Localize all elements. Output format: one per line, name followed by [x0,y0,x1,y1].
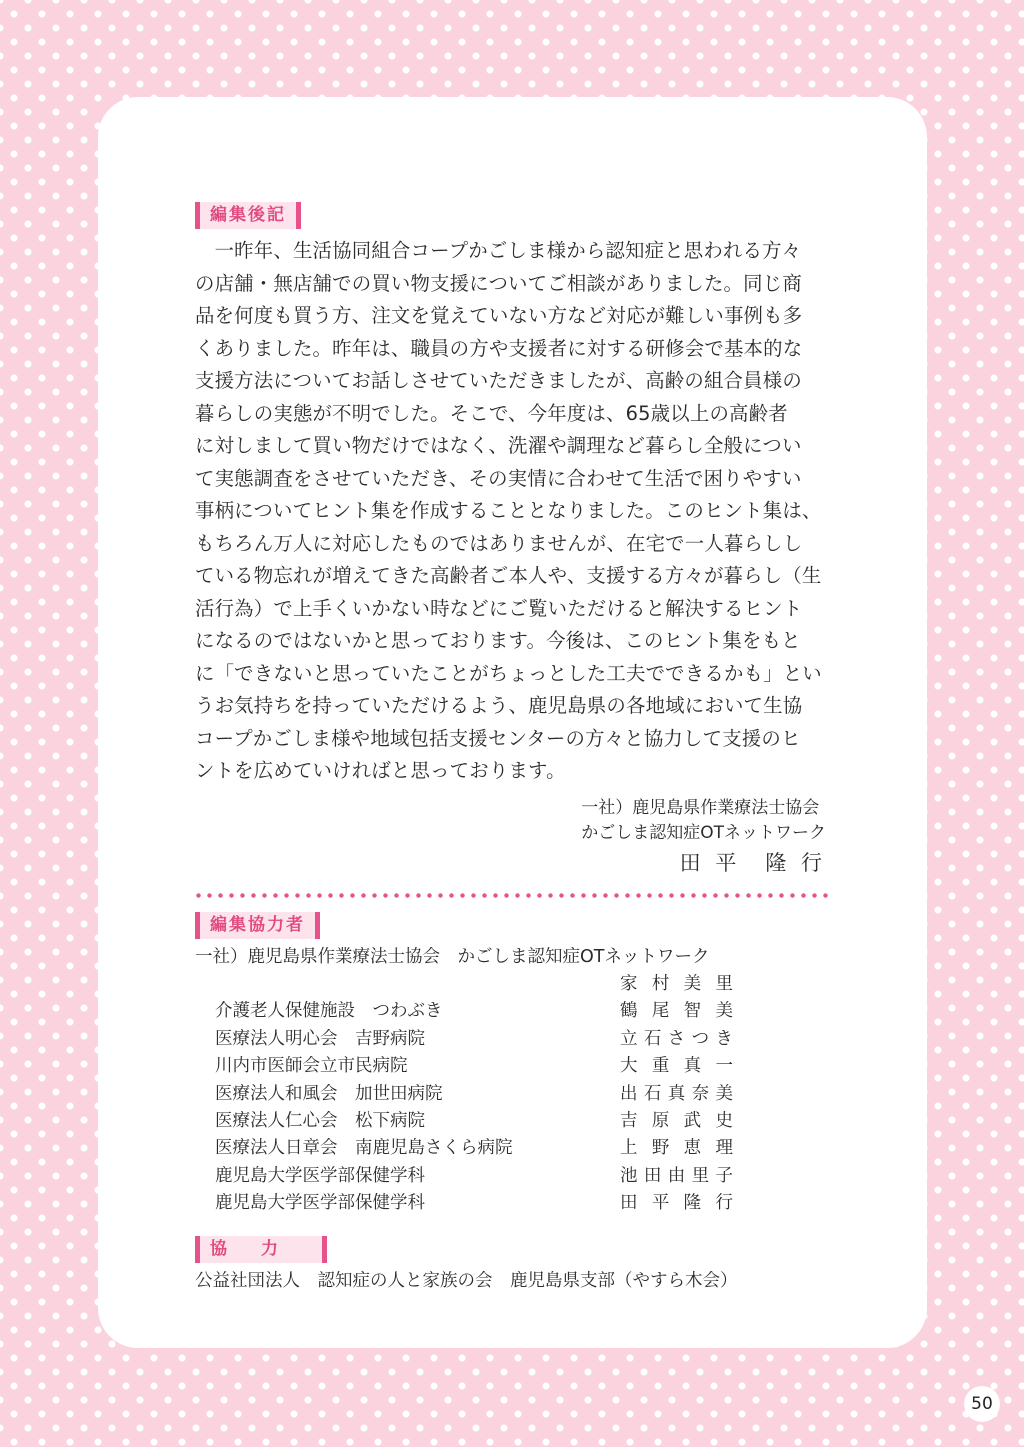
afterword-line: 活行為）で上手くいかない時などにご覧いただけると解決するヒント [195,596,803,620]
afterword-line: ントを広めていければと思っております。 [195,759,566,782]
afterword-line: もちろん万人に対応したものではありませんが、在宅で一人暮らしし [195,531,803,555]
contributor-org: 川内市医師会立市民病院 [215,1056,408,1077]
contributor-row [195,1190,735,1217]
afterword-line: に「できないと思っていたことがちょっとした工夫でできるかも」とい [195,661,822,685]
contributor-row [195,1108,735,1135]
contributor-row [195,1053,735,1080]
contributor-name: 家村美里 [620,974,733,994]
signature-org: 一社）鹿児島県作業療法士協会 [581,798,820,818]
contributor-org: 鹿児島大学医学部保健学科 [215,1165,425,1186]
cooperation-text: 公益社団法人 認知症の人と家族の会 鹿児島県支部（やすら木会） [195,1271,738,1291]
contributor-org: 医療法人明心会 吉野病院 [215,1028,425,1049]
afterword-line: て実態調査をさせていただき、その実情に合わせて生活で困りやすい [195,466,802,490]
contributor-org: 医療法人和風会 加世田病院 [215,1083,443,1104]
afterword-line: に対しまして買い物だけではなく、洗濯や調理など暮らし全般につい [195,434,802,457]
contributors-list [195,971,735,1218]
afterword-line: 支援方法についてお話しさせていただきましたが、高齢の組合員様の [195,369,802,392]
contributor-name: 鶴尾智美 [620,1001,733,1022]
cooperation-label-text: 協力 [210,1239,312,1259]
contributor-row [195,971,735,998]
contributor-row [195,1081,735,1108]
afterword-line: の店舗・無店舗での買い物支援についてご相談がありました。同じ商 [195,271,802,295]
contributor-name: 大重真一 [620,1056,733,1077]
contributor-name: 吉原武史 [620,1110,733,1131]
contributor-name: 立石さつき [620,1028,733,1049]
signature-block [581,796,826,880]
cooperation-label [195,1236,327,1263]
contributors-label: 編集協力者 [195,912,320,939]
contributor-row [195,1026,735,1053]
contributors-org-header: 一社）鹿児島県作業療法士協会 かごしま認知症OTネットワーク [195,947,710,967]
afterword-line: コープかごしま様や地域包括支援センターの方々と協力して支援のヒ [195,726,801,750]
contributor-row [195,1163,735,1190]
page-number: 50 [964,1386,1000,1422]
contributor-name: 田平隆行 [620,1193,733,1214]
afterword-line: 事柄についてヒント集を作成することとなりました。このヒント集は、 [195,499,822,522]
contributor-org: 医療法人仁心会 松下病院 [215,1110,425,1131]
contributor-org: 介護老人保健施設 つわぶき [215,1001,443,1022]
contributor-name: 池田由里子 [620,1165,733,1186]
contributor-org: 鹿児島大学医学部保健学科 [215,1193,425,1214]
contributor-name: 上野恵理 [620,1138,733,1159]
afterword-body [195,235,835,788]
afterword-line: くありました。昨年は、職員の方や支援者に対する研修会で基本的な [195,336,803,360]
contributor-row [195,998,735,1025]
contributor-row [195,1135,735,1162]
afterword-line: ている物忘れが増えてきた高齢者ご本人や、支援する方々が暮らし（生 [195,564,822,587]
afterword-line: 暮らしの実態が不明でした。そこで、今年度は、65歳以上の高齢者 [195,401,788,425]
afterword-line: 品を何度も買う方、注文を覚えていない方など対応が難しい事例も多 [195,304,803,327]
afterword-line: 一昨年、生活協同組合コープかごしま様から認知症と思われる方々 [195,239,802,262]
contributor-org: 医療法人日章会 南鹿児島さくら病院 [215,1138,513,1159]
contributor-name: 出石真奈美 [620,1083,733,1104]
afterword-line: うお気持ちを持っていただけるよう、鹿児島県の各地域において生協 [195,694,803,717]
afterword-line: になるのではないかと思っております。今後は、このヒント集をもと [195,629,801,652]
signature-name: 田 平 隆 行 [679,851,826,875]
dotted-divider [193,893,833,898]
signature-network: かごしま認知症OTネットワーク [581,823,826,843]
afterword-label: 編集後記 [195,202,301,229]
